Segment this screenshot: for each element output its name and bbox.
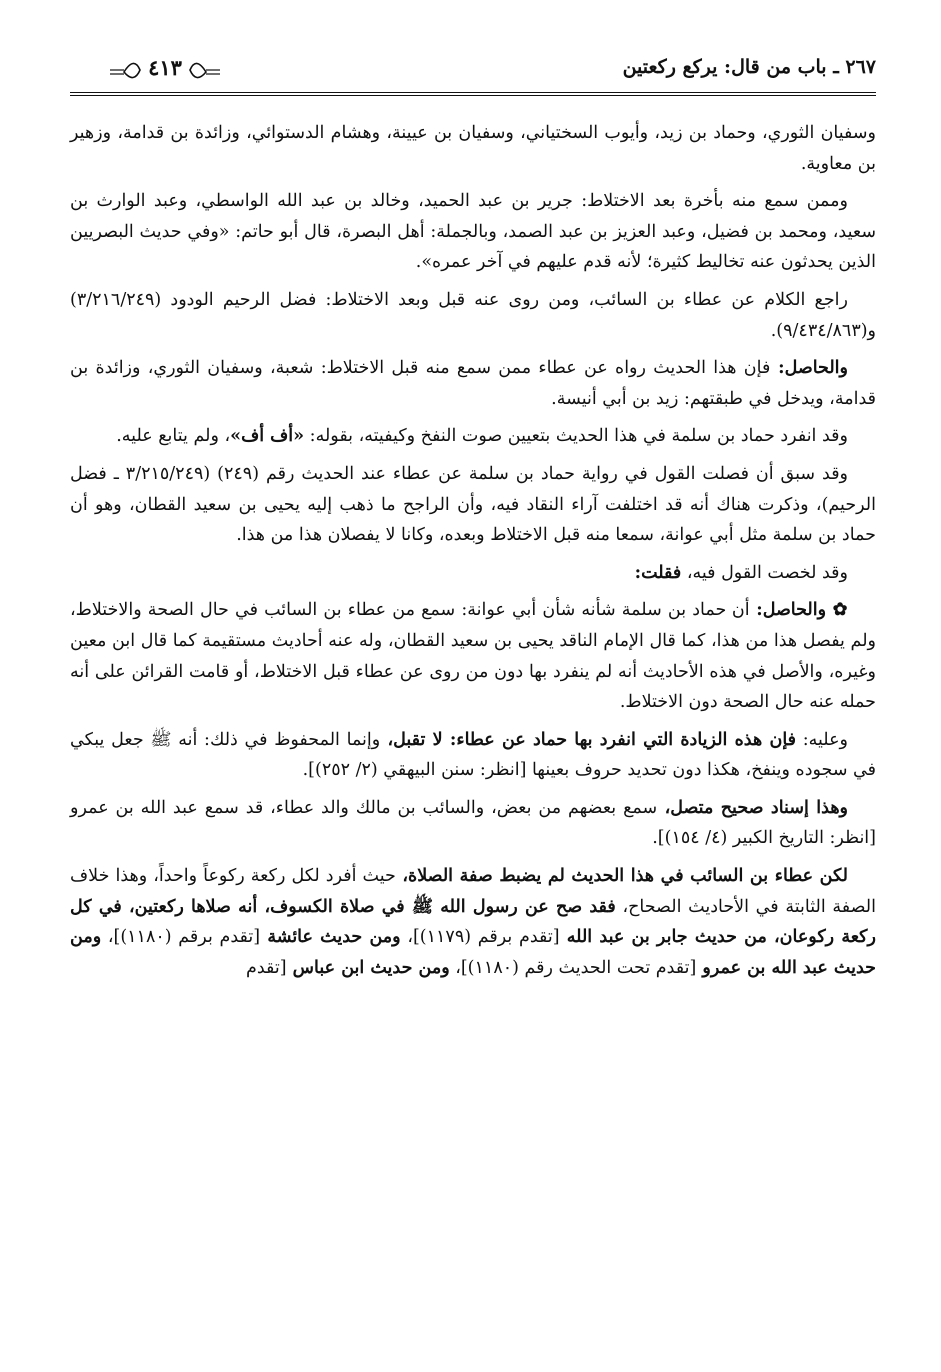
text-segment: وعليه:: [796, 729, 848, 750]
text-segment: سمع بعضهم من بعض، والسائب بن مالك والد عطاء، قد سمع عبد الله بن عمرو [انظر: التاريخ الكبير (٤/ ١٥٤)].: [70, 797, 876, 849]
bold-text-segment: ✿ والحاصل:: [749, 600, 848, 621]
page-number: ٤١٣: [148, 55, 182, 80]
text-segment: أن حماد بن سلمة شأنه شأن أبي عوانة: سمع من عطاء بن السائب في حال الصحة والاختلاط، ولم يفصل هذا من هذا، كما قال الإمام الناقد يحيى بن سعيد القطان، وله عنه أحاديث مستقيمة كما قال ابن معين وغيره، والأصل في هذه الأحاديث أنه لم ينفرد بها دون من روى عن عطاء قبل الاختلاط، أو قامت القرائن على أنه حمله عنه حال الصحة دون الاختلاط.: [70, 600, 876, 713]
body-paragraph: [70, 725, 876, 786]
page-header: [70, 52, 876, 96]
bold-text-segment: لكن عطاء بن السائب في هذا الحديث لم يضبط صفة الصلاة،: [395, 866, 848, 887]
body-paragraph: [70, 285, 876, 346]
body-paragraph: [70, 118, 876, 179]
text-segment: [تقدم برقم (١١٨٠)]،: [101, 927, 261, 948]
body-paragraph: [70, 353, 876, 414]
text-segment: وقد انفرد حماد بن سلمة في هذا الحديث بتعيين صوت النفخ وكيفيته، بقوله:: [304, 426, 848, 447]
text-segment: وقد لخصت القول فيه،: [681, 562, 848, 583]
body-paragraph: [70, 186, 876, 278]
page-number-badge: [110, 52, 220, 88]
body-paragraph: [70, 558, 876, 589]
text-segment: حيث أفرد لكل ركعة ركوعاً واحداً، وهذا خلاف الصفة الثابتة في الأحاديث الصحاح،: [70, 866, 876, 917]
bold-text-segment: «أف أف»: [230, 426, 305, 447]
text-segment: ، ولم يتابع عليه.: [116, 426, 231, 447]
text-segment: وسفيان الثوري، وحماد بن زيد، وأيوب السختياني، وسفيان بن عيينة، وهشام الدستوائي، وزائدة بن قدامة، وزهير بن معاوية.: [70, 123, 876, 174]
page-body: [70, 118, 876, 990]
text-segment: وممن سمع منه بأخرة بعد الاختلاط: جرير بن عبد الحميد، وخالد بن عبد الله الواسطي، وعبد الوارث بن سعيد، ومحمد بن فضيل، وعبد العزيز بن عبد الصمد، وبالجملة: أهل البصرة، قال أبو حاتم: «وفي حديث البصريين الذين يحدثون عنه تخاليط كثيرة؛ لأنه قدم عليهم في آخر عمره».: [70, 191, 876, 273]
bold-text-segment: فإن هذه الزيادة التي انفرد بها حماد عن عطاء: لا تقبل،: [380, 729, 797, 750]
bold-text-segment: فقد صح عن رسول الله ﷺ في صلاة الكسوف، أنه صلاها ركعتين، في كل ركعة ركوعان، من حديث جابر بن عبد الله: [70, 896, 876, 948]
text-segment: راجع الكلام عن عطاء بن السائب، ومن روى عنه قبل وبعد الاختلاط: فضل الرحيم الودود (٣/٢١٦/٢٤٩) و(٩/٤٣٤/٨٦٣).: [70, 289, 876, 341]
text-segment: وقد سبق أن فصلت القول في رواية حماد بن سلمة عن عطاء عند الحديث رقم (٢٤٩) (٣/٢١٥/٢٤٩ ـ فضل الرحيم)، وذكرت هناك أنه قد اختلفت آراء النقاد فيه، وأن الراجح ما ذهب إليه يحيى بن سعيد القطان، وهو أن حماد بن سلمة مثل أبي عوانة، سمعا منه قبل الاختلاط وبعده، وكانا لا يفصلان هذا من هذا.: [70, 463, 876, 546]
bold-text-segment: ومن حديث ابن عباس: [286, 957, 450, 978]
body-paragraph: [70, 861, 876, 983]
body-paragraph: [70, 595, 876, 717]
chapter-title: ٢٦٧ ـ باب من قال: يركع ركعتين: [622, 56, 876, 78]
bold-text-segment: والحاصل:: [770, 358, 848, 379]
text-segment: فإن هذا الحديث رواه عن عطاء ممن سمع منه قبل الاختلاط: شعبة، وسفيان الثوري، وزائدة بن قدامة، ويدخل في طبقتهم: زيد بن أبي أنيسة.: [70, 358, 876, 409]
text-segment: [تقدم تحت الحديث رقم (١١٨٠)]،: [449, 957, 697, 978]
bold-text-segment: وهذا إسناد صحيح متصل،: [657, 797, 848, 818]
bold-text-segment: ومن حديث عائشة: [260, 927, 401, 948]
body-paragraph: [70, 459, 876, 551]
text-segment: [تقدم: [246, 957, 287, 978]
text-segment: وإنما المحفوظ في ذلك: أنه ﷺ جعل يبكي في سجوده وينفخ، هكذا دون تحديد حروف بعينها [انظر: سنن البيهقي (٢/ ٢٥٢)].: [70, 729, 876, 781]
text-segment: [تقدم برقم (١١٧٩)]،: [400, 927, 560, 948]
header-divider: [70, 92, 876, 96]
body-paragraph: [70, 421, 876, 452]
body-paragraph: [70, 793, 876, 854]
bold-text-segment: فقلت:: [634, 562, 682, 583]
bold-text-segment: ومن حديث عبد الله بن عمرو: [70, 927, 876, 978]
